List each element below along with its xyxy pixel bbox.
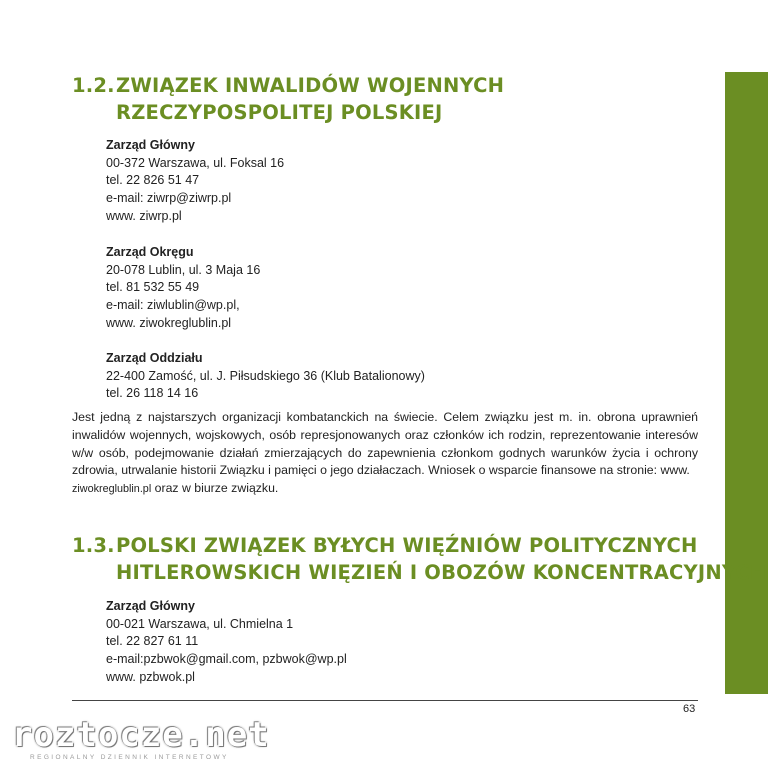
- contact-email[interactable]: e-mail:pzbwok@gmail.com, pzbwok@wp.pl: [106, 652, 347, 667]
- contact-phone: tel. 26 118 14 16: [106, 386, 199, 401]
- contact-website[interactable]: www. ziwrp.pl: [106, 208, 182, 223]
- contact-address: 20-078 Lublin, ul. 3 Maja 16: [106, 262, 261, 277]
- contact-website[interactable]: www. ziwokreglublin.pl: [106, 315, 232, 330]
- description-text: Jest jedną z najstarszych organizacji kombatanckich na świecie. Celem związku jest m. in. obrona uprawnień inwalidów wojennych, wojskowych, osób represjonowanych oraz członków ich rodzin, reprezentowanie interesów w/w osób, podejmowanie działań zmierzających do zapewnienia członkom godnych warunków życia i ochrony zdrowia, utrwalanie historii Związku i pamięci o jego działaczach. Wniosek o wsparcie finansowe na stronie: www.: [72, 410, 698, 478]
- page-number: 63: [683, 703, 696, 715]
- section-title-line2: HITLEROWSKICH WIĘZIEŃ I OBOZÓW KONCENTRACYJNYCH: [116, 561, 767, 584]
- watermark-tagline: REGIONALNY DZIENNIK INTERNETOWY: [30, 754, 229, 761]
- contact-title: Zarząd Okręgu: [106, 245, 194, 259]
- side-color-tab: [725, 72, 768, 694]
- section-title-line1: ZWIĄZEK INWALIDÓW WOJENNYCH: [116, 74, 505, 97]
- watermark-logo: roztocze.net: [12, 715, 270, 755]
- contact-email[interactable]: e-mail: ziwrp@ziwrp.pl: [106, 191, 232, 206]
- section-title-line2: RZECZYPOSPOLITEJ POLSKIEJ: [116, 101, 443, 124]
- contact-address: 00-372 Warszawa, ul. Foksal 16: [106, 155, 285, 170]
- section-heading-1-2: [72, 72, 504, 126]
- section-title-line1: POLSKI ZWIĄZEK BYŁYCH WIĘŹNIÓW POLITYCZNYCH: [116, 534, 698, 557]
- contact-email[interactable]: e-mail: ziwlublin@wp.pl,: [106, 298, 240, 313]
- contact-address: 22-400 Zamość, ul. J. Piłsudskiego 36 (Klub Batalionowy): [106, 368, 425, 383]
- contact-phone: tel. 22 827 61 11: [106, 634, 199, 649]
- contact-title: Zarząd Oddziału: [106, 351, 203, 365]
- section-heading-1-3: [72, 532, 767, 586]
- section-number: 1.3.: [72, 534, 115, 557]
- description-link[interactable]: ziwokreglublin.pl: [72, 483, 152, 496]
- contact-phone: tel. 81 532 55 49: [106, 280, 200, 295]
- contact-title: Zarząd Główny: [106, 599, 195, 613]
- footer-divider: [72, 700, 698, 701]
- contact-title: Zarząd Główny: [106, 138, 195, 152]
- description-end: oraz w biurze związku.: [151, 481, 279, 496]
- contact-website[interactable]: www. pzbwok.pl: [106, 669, 195, 684]
- contact-phone: tel. 22 826 51 47: [106, 173, 200, 188]
- contact-block-zarzad-glowny-2: [106, 598, 347, 687]
- contact-address: 00-021 Warszawa, ul. Chmielna 1: [106, 616, 294, 631]
- contact-block-zarzad-glowny: [106, 137, 284, 226]
- contact-block-zarzad-oddzialu: [106, 350, 425, 403]
- section-number: 1.2.: [72, 74, 115, 97]
- contact-block-zarzad-okregu: [106, 244, 260, 333]
- description-paragraph: [72, 409, 698, 499]
